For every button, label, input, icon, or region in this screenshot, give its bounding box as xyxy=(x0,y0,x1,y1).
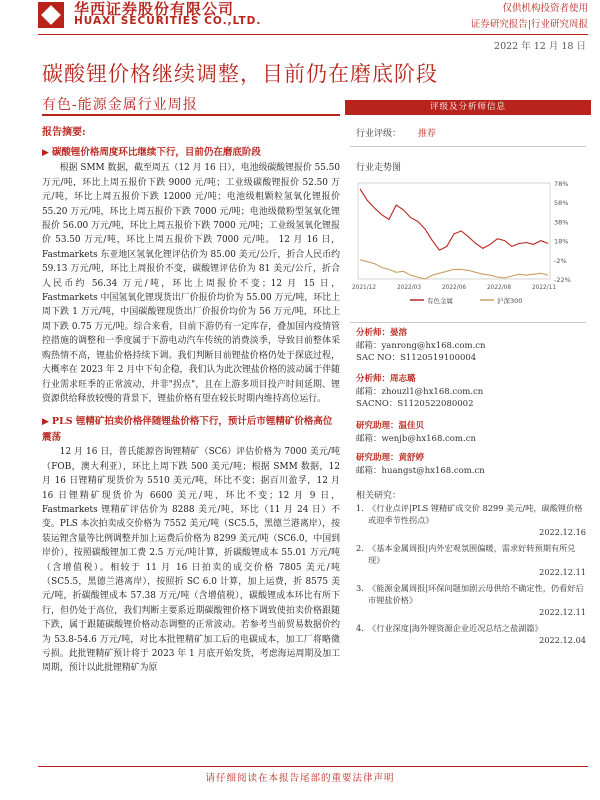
triangle-bullet-icon: ▶ xyxy=(42,417,49,428)
related-research-item[interactable]: 1. 《行业点评|PLS 锂精矿成交价 8299 美元/吨，碳酸锂价格或迎季节性拐点》 2022.12.16 xyxy=(356,503,586,537)
analyst-block xyxy=(356,452,485,477)
company-logo xyxy=(38,2,64,28)
analyst-cert: SAC NO：S1120519100004 xyxy=(356,353,477,363)
investor-notice: 仅供机构投资者使用 xyxy=(502,3,588,14)
section-body: 12 月 16 日，普氏能源咨询锂精矿（SC6）评估价格为 7000 美元/吨（FOB，澳大利亚），环比上周下跌 500 美元/吨；根据 SMM 数据，12 月 16 日锂精矿现货价为 5510 美元/吨，环比不变；据百川盈孚，12 月 16 日锂精矿现货价为 6600 美元/吨，环比不变；12 月 9 日，Fastmarkets 锂精矿评估价为 8288 美元/吨，环比（11 月 24 日）不变。PLS 本次拍卖成交价格为 7552 美元/吨（SC5.5，黑德兰港离岸），按装运锂含量等比例调整并加上运费后价格为 8299 美元/吨（SC6.0，中国到岸价），按照碳酸锂加工费 2.5 万元/吨计算，折碳酸锂成本 55.01 万元/吨（含增值税）。相较于 11 月 16 日拍卖的成交价格 7805 美元/吨（SC5.5，黑德兰港离岸），按照折 SC 6.0 计算，加上运费，折 8575 美元/吨，折碳酸锂成本 57.38 万元/吨（含增值税），碳酸锂成本环比有所下行，但仍处于高位，我们判断主要系近期碳酸锂价格下调致使拍卖价格跟随下跌，属于跟随碳酸锂价格动态调整的正常波动。若参考当前贸易数据价约为 53.8-54.6 万元/吨，对比本批锂精矿加工后的电碳成本，加工厂将略微亏损。此批锂精矿预计将于 2023 年 1 月底开始发货，考虑海运周期及加工周期，预计以此批锂精矿为原 xyxy=(42,447,340,674)
series-line-nonferrous xyxy=(360,189,548,250)
analyst-block xyxy=(356,327,486,365)
y-tick-label: 78% xyxy=(554,180,569,188)
subtitle-divider xyxy=(42,114,340,116)
legal-footer: 请仔细阅读在本报告尾部的重要法律声明 xyxy=(205,773,395,784)
company-name-cn: 华西证券股份有限公司 xyxy=(74,0,235,18)
triangle-bullet-icon: ▶ xyxy=(42,148,49,159)
sidebar-header: 评级及分析师信息 xyxy=(345,100,591,115)
company-name-en: HUAXI SECURITIES CO.,LTD. xyxy=(74,15,262,27)
x-tick-label: 2021/12 xyxy=(351,285,377,291)
related-research-item[interactable]: 3. 《能源金属周报|环保问题加剧云母供给不确定性，仍看好后市锂盐价格》 2022.12.11 xyxy=(356,583,586,617)
series-line-csi300 xyxy=(360,260,548,279)
legend-label: 有色金属 xyxy=(427,297,453,305)
main-content xyxy=(42,126,340,676)
report-date: 2022 年 12 月 18 日 xyxy=(494,41,586,52)
section-heading: ▶ PLS 锂精矿拍卖价格伴随锂盐价格下行，预计后市锂精矿价格高位震荡 xyxy=(42,416,333,444)
sidebar-divider xyxy=(350,146,586,147)
related-research-heading: 相关研究： xyxy=(356,491,402,501)
analyst-email: 邮箱：yanrong@hx168.com.cn xyxy=(356,340,486,351)
summary-heading: 报告摘要: xyxy=(42,127,86,138)
analyst-role: 研究助理：黄舒婷 xyxy=(356,453,425,463)
rating-value: 推荐 xyxy=(418,129,437,139)
analyst-block xyxy=(356,373,483,411)
analyst-role: 分析师：周志璐 xyxy=(356,374,416,384)
industry-trend-chart xyxy=(350,175,586,315)
analyst-email: 邮箱：zhouzl1@hx168.com.cn xyxy=(356,386,484,397)
x-tick-label: 2022/06 xyxy=(441,285,467,291)
report-subtitle: 有色-能源金属行业周报 xyxy=(42,97,198,113)
chart-title: 行业走势图 xyxy=(356,163,402,173)
analyst-email: 邮箱：huangst@hx168.com.cn xyxy=(356,465,485,476)
legend-label: 沪深300 xyxy=(497,297,523,305)
related-research-item[interactable]: 4. 《行业深度|海外锂资源企业近况总结之盐湖篇》 2022.12.04 xyxy=(356,623,586,645)
y-tick-label: -2% xyxy=(554,256,567,265)
analyst-block xyxy=(356,420,476,445)
x-tick-label: 2022/11 xyxy=(531,285,557,291)
chart-frame xyxy=(358,183,550,279)
related-research-item[interactable]: 2. 《基本金属周报|内外宏观氛围偏暖，需求好转预期有所兑现》 2022.12.11 xyxy=(356,543,586,577)
section-body: 根据 SMM 数据，截至周五（12 月 16 日），电池级碳酸锂报价 55.50 万元/吨，环比上周五报价下跌 9000 元/吨；工业级碳酸锂报价 52.50 万元/吨，环比上周五报价下跌 12000 元/吨；电池级粗颗粒氢氧化锂报价 55.20 万元/吨，环比上周五报价下跌 7000 元/吨；电池级微粉型氢氧化锂报价 56.00 万元/吨，环比上周五报价下跌 7000 元/吨；工业级氢氧化锂报价 53.50 万元/吨，环比上周五报价下跌 7000 元/吨。 12 月 16 日， Fastmarkets 东亚地区氢氧化锂评估价为 85.00 美元/公斤，折合人民币约 59.13 万元/吨，环比上周报价不变，碳酸锂评估价为 81 美元/公斤，折合人民币约 56.34 万元/吨，环比上周报价不变；12 月 15 日，Fastmarkets 中国氢氧化锂现货出厂价报价均价为 55.00 万元/吨，环比上周下跌 1 万元/吨，中国碳酸锂现货出厂价报价均价为 56 万元/吨，环比上周下跌 0.75 万元/吨。综合来看，目前下游仍有一定库存，叠加国内疫情管控措施的调整和一季度属于下游电动汽车传统的消费淡季，导致目前整体采购热情不高，锂盐价格持续下调。我们判断目前锂盐价格仍处于探底过程，大概率在 2023 年 2 月中下旬企稳，我们认为此次锂盐价格的波动属于伴随行业需求旺季的正常波动，并非"拐点"，且在上游多项目投产时间延期、锂资源供给释放较慢的背景下，锂盐价格有望在较长时期内维持高位运行。 xyxy=(42,163,340,404)
analyst-role: 分析师：晏溶 xyxy=(356,328,408,338)
y-tick-label: 38% xyxy=(554,218,569,227)
y-tick-label: 58% xyxy=(554,199,569,208)
analyst-email: 邮箱：wenjb@hx168.com.cn xyxy=(356,433,476,444)
analyst-role: 研究助理：温佳贝 xyxy=(356,421,425,431)
sidebar-divider xyxy=(350,322,586,323)
y-tick-label: -22% xyxy=(554,276,571,284)
report-category: 证券研究报告|行业研究周报 xyxy=(470,19,588,30)
section-heading: ▶ 碳酸锂价格周度环比继续下行，目前仍在磨底阶段 xyxy=(42,147,261,159)
y-tick-label: 18% xyxy=(554,237,569,246)
report-title: 碳酸锂价格继续调整，目前仍在磨底阶段 xyxy=(42,62,438,86)
x-tick-label: 2022/03 xyxy=(396,285,422,291)
footer-divider xyxy=(38,766,588,767)
rating-label: 行业评级： xyxy=(356,129,402,139)
header-divider xyxy=(38,34,588,35)
analyst-cert: SACNO：S1120522080002 xyxy=(356,399,474,409)
x-tick-label: 2022/08 xyxy=(486,285,512,291)
